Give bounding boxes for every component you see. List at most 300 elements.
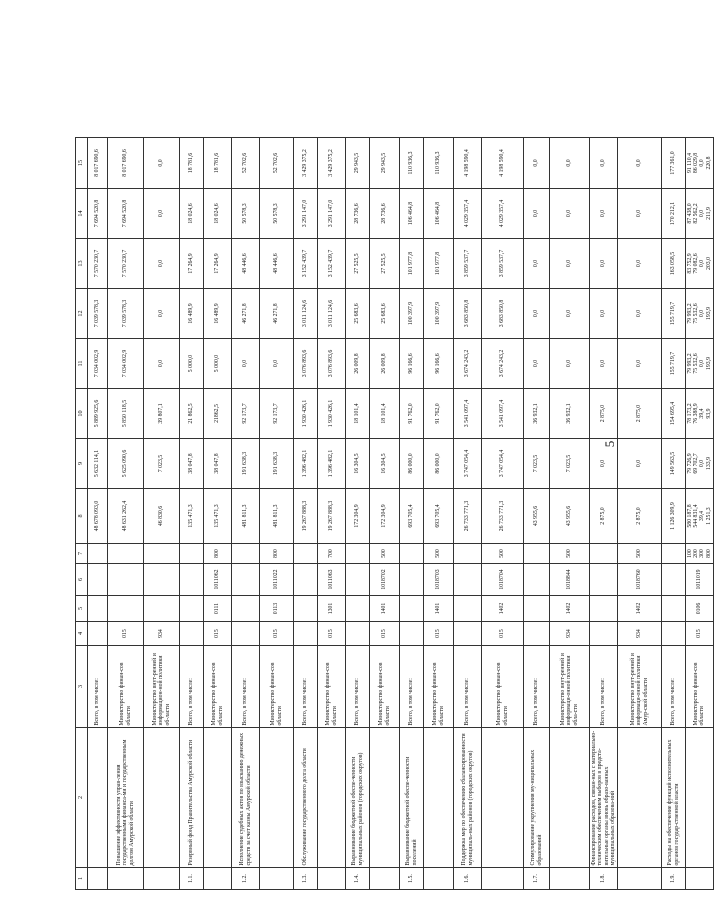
- table-cell-c3: Всего, в том числе:: [662, 646, 686, 728]
- table-cell-c7: [180, 544, 204, 564]
- table-cell-c4: 934: [550, 622, 590, 646]
- table-cell-c15: 52 702,6: [260, 138, 294, 189]
- cell-line: 800: [705, 549, 712, 558]
- table-cell-c14: 0,0: [618, 189, 662, 239]
- table-cell-c6: 1018704: [482, 564, 524, 596]
- table-row: [346, 138, 370, 890]
- table-cell-c8: [686, 489, 714, 544]
- table-cell-c14: 170 212,1: [662, 189, 686, 239]
- table-cell-c2: [618, 728, 662, 868]
- table-cell-c8: 43 955,6: [524, 489, 550, 544]
- table-cell-c12: 100 397,9: [424, 289, 454, 339]
- table-cell-c3: Министерство финан-сов области: [424, 646, 454, 728]
- table-cell-c8: 693 705,4: [400, 489, 424, 544]
- table-cell-c5: 1402: [482, 596, 524, 622]
- table-cell-c2: Обслуживание государственного долга области: [294, 728, 318, 868]
- cell-line: 83 752,9: [686, 253, 693, 274]
- cell-line: 544 831,4: [692, 504, 699, 528]
- table-cell-c10: 39 807,1: [144, 389, 180, 439]
- cell-line: 79 993,2: [686, 353, 693, 374]
- table-cell-c2: Выравнивание бюджетной обеспе-ченности поселений: [400, 728, 424, 868]
- table-cell-c10: 36 932,1: [550, 389, 590, 439]
- column-number-cell: 14: [76, 189, 88, 239]
- table-cell-c8: 135 471,3: [180, 489, 204, 544]
- table-cell-c7: [232, 544, 260, 564]
- table-cell-c9: 86 000,0: [424, 439, 454, 489]
- table-cell-c10: 1 930 426,1: [294, 389, 318, 439]
- table-cell-c6: [108, 564, 144, 596]
- table-cell-c7: 500: [618, 544, 662, 564]
- table-cell-c4: [180, 622, 204, 646]
- column-number-cell: 8: [76, 489, 88, 544]
- table-cell-c10: 21862,5: [204, 389, 232, 439]
- cell-line: 220,8: [705, 156, 712, 170]
- table-cell-c9: 7 023,5: [144, 439, 180, 489]
- cell-line: 79 082,6: [692, 253, 699, 274]
- table-cell-c15: 110 936,3: [400, 138, 424, 189]
- table-cell-c12: 0,0: [144, 289, 180, 339]
- column-number-cell: 7: [76, 544, 88, 564]
- table-cell-c6: [144, 564, 180, 596]
- cell-line: 0,0: [699, 309, 706, 318]
- table-cell-c1: [318, 868, 346, 890]
- table-cell-c12: 25 683,6: [370, 289, 400, 339]
- table-cell-c7: 500: [550, 544, 590, 564]
- table-cell-c8: 135 471,3: [204, 489, 232, 544]
- table-cell-c13: 0,0: [550, 239, 590, 289]
- table-cell-c4: [294, 622, 318, 646]
- table-cell-c11: 0,0: [144, 339, 180, 389]
- table-cell-c2: [88, 728, 108, 868]
- table-cell-c11: 0,0: [260, 339, 294, 389]
- table-cell-c6: [662, 564, 686, 596]
- table-cell-c8: 48 678 093,0: [88, 489, 108, 544]
- table-cell-c6: [400, 564, 424, 596]
- table-cell-c10: 92 173,7: [232, 389, 260, 439]
- table-cell-c3: Всего, в том числе:: [524, 646, 550, 728]
- table-cell-c7: [108, 544, 144, 564]
- table-row: [524, 138, 550, 890]
- table-cell-c5: [662, 596, 686, 622]
- table-cell-c1: 1.3.: [294, 868, 318, 890]
- cell-line: 203,0: [705, 256, 712, 271]
- table-cell-c10: 91 762,0: [400, 389, 424, 439]
- table-cell-c2: [204, 728, 232, 868]
- table-cell-c9: 5 625 090,6: [108, 439, 144, 489]
- table-cell-c8: 48 631 262,4: [108, 489, 144, 544]
- table-cell-c5: [346, 596, 370, 622]
- table-cell-c9: 16 304,5: [370, 439, 400, 489]
- table-cell-c8: 172 304,9: [370, 489, 400, 544]
- table-cell-c5: [180, 596, 204, 622]
- table-cell-c9: 3 747 054,4: [482, 439, 524, 489]
- table-row: [590, 138, 618, 890]
- table-cell-c4: [346, 622, 370, 646]
- table-cell-c14: 0,0: [590, 189, 618, 239]
- table-cell-c13: 101 977,8: [424, 239, 454, 289]
- table-cell-c6: 1018703: [424, 564, 454, 596]
- cell-line: 91 110,4: [686, 152, 693, 174]
- table-cell-c12: 3 683 850,8: [454, 289, 482, 339]
- cell-line: 193,9: [705, 356, 712, 371]
- budget-table: [75, 137, 714, 890]
- table-cell-c8: 1 126 309,9: [662, 489, 686, 544]
- table-cell-c15: 52 702,6: [232, 138, 260, 189]
- table-cell-c13: 17 264,9: [204, 239, 232, 289]
- table-cell-c15: 4 198 590,4: [454, 138, 482, 189]
- table-cell-c14: 4 029 357,4: [454, 189, 482, 239]
- table-cell-c15: 0,0: [618, 138, 662, 189]
- cell-line: 0,0: [699, 209, 706, 218]
- table-cell-c11: 155 719,7: [662, 339, 686, 389]
- table-cell-c12: 0,0: [590, 289, 618, 339]
- cell-line: 87 438,0: [686, 203, 693, 224]
- table-cell-c4: [662, 622, 686, 646]
- table-cell-c11: 0,0: [232, 339, 260, 389]
- table-row: [108, 138, 144, 890]
- table-cell-c3: Всего, в том числе:: [346, 646, 370, 728]
- table-cell-c5: 1401: [424, 596, 454, 622]
- table-cell-c12: 3 011 124,6: [294, 289, 318, 339]
- table-cell-c15: 29 943,5: [370, 138, 400, 189]
- table-cell-c1: 1.4.: [346, 868, 370, 890]
- table-cell-c2: [260, 728, 294, 868]
- table-cell-c5: 0106: [686, 596, 714, 622]
- table-cell-c13: 7 570 230,7: [88, 239, 108, 289]
- table-cell-c8: 19 267 888,3: [294, 489, 318, 544]
- table-cell-c15: 0,0: [144, 138, 180, 189]
- table-cell-c6: 1011022: [260, 564, 294, 596]
- table-cell-c4: 015: [204, 622, 232, 646]
- cell-line: 82 562,2: [692, 203, 699, 224]
- table-cell-c4: 015: [424, 622, 454, 646]
- table-row: [204, 138, 232, 890]
- column-number-row: [76, 138, 88, 890]
- column-number-cell: 1: [76, 868, 88, 890]
- table-cell-c5: [294, 596, 318, 622]
- table-cell-c15: 3 429 375,2: [294, 138, 318, 189]
- table-cell-c5: 1402: [618, 596, 662, 622]
- table-cell-c13: 3 859 537,7: [482, 239, 524, 289]
- table-cell-c14: 0,0: [144, 189, 180, 239]
- table-cell-c2: Резервный фонд Правительства Амурской области: [180, 728, 204, 868]
- table-cell-c14: 28 736,6: [346, 189, 370, 239]
- table-cell-c1: [144, 868, 180, 890]
- table-cell-c11: 3 076 893,6: [318, 339, 346, 389]
- table-cell-c8: 46 830,6: [144, 489, 180, 544]
- table-cell-c2: [318, 728, 346, 868]
- table-cell-c4: [400, 622, 424, 646]
- cell-line: 78 173,2: [686, 403, 693, 424]
- table-cell-c1: [618, 868, 662, 890]
- table-cell-c14: 18 024,6: [204, 189, 232, 239]
- table-cell-c6: [88, 564, 108, 596]
- table-cell-c7: [662, 544, 686, 564]
- table-cell-c5: [400, 596, 424, 622]
- cell-line: 93,9: [705, 408, 712, 419]
- table-cell-c10: 36 932,1: [524, 389, 550, 439]
- table-cell-c11: 96 166,6: [424, 339, 454, 389]
- table-cell-c15: 8 017 690,6: [88, 138, 108, 189]
- table-cell-c9: 3 747 054,4: [454, 439, 482, 489]
- table-cell-c1: 1.5.: [400, 868, 424, 890]
- cell-line: 79 993,2: [686, 303, 693, 324]
- table-cell-c12: 7 039 578,3: [108, 289, 144, 339]
- table-cell-c8: 26 733 771,3: [454, 489, 482, 544]
- table-cell-c8: 481 811,3: [260, 489, 294, 544]
- table-cell-c1: [260, 868, 294, 890]
- table-cell-c1: 1.6.: [454, 868, 482, 890]
- table-cell-c10: [686, 389, 714, 439]
- table-cell-c3: Всего, в том числе:: [590, 646, 618, 728]
- column-number-cell: 4: [76, 622, 88, 646]
- table-cell-c7: [144, 544, 180, 564]
- table-cell-c11: 96 166,6: [400, 339, 424, 389]
- table-cell-c8: 481 811,3: [232, 489, 260, 544]
- table-row: [662, 138, 686, 890]
- table-cell-c6: [294, 564, 318, 596]
- table-cell-c2: [482, 728, 524, 868]
- table-cell-c1: 1.9.: [662, 868, 686, 890]
- column-number-cell: 10: [76, 389, 88, 439]
- table-cell-c10: 2 875,0: [590, 389, 618, 439]
- table-cell-c15: 29 943,5: [346, 138, 370, 189]
- table-cell-c9: 191 638,3: [232, 439, 260, 489]
- table-cell-c1: [370, 868, 400, 890]
- table-cell-c11: 5 000,0: [204, 339, 232, 389]
- column-number-cell: 6: [76, 564, 88, 596]
- table-cell-c12: 46 271,8: [260, 289, 294, 339]
- table-cell-c13: 0,0: [590, 239, 618, 289]
- table-row: [424, 138, 454, 890]
- cell-line: 211,9: [705, 207, 712, 220]
- table-cell-c7: [686, 544, 714, 564]
- table-cell-c14: 28 736,6: [370, 189, 400, 239]
- table-cell-c13: [686, 239, 714, 289]
- table-cell-c11: 5 000,0: [180, 339, 204, 389]
- table-cell-c12: 16 489,9: [180, 289, 204, 339]
- table-cell-c9: 7 023,5: [524, 439, 550, 489]
- table-cell-c6: [454, 564, 482, 596]
- table-cell-c5: 1301: [318, 596, 346, 622]
- table-cell-c3: Министерство финан-сов области: [204, 646, 232, 728]
- table-row: [482, 138, 524, 890]
- table-cell-c6: 1018702: [370, 564, 400, 596]
- table-cell-c13: 101 977,8: [400, 239, 424, 289]
- column-number-cell: 12: [76, 289, 88, 339]
- table-cell-c11: 0,0: [550, 339, 590, 389]
- table-row: [180, 138, 204, 890]
- table-cell-c14: 50 578,3: [232, 189, 260, 239]
- table-row: [294, 138, 318, 890]
- table-cell-c3: Всего, в том числе:: [454, 646, 482, 728]
- table-cell-c15: 0,0: [550, 138, 590, 189]
- table-cell-c11: 3 076 893,6: [294, 339, 318, 389]
- table-cell-c3: Всего, в том числе:: [294, 646, 318, 728]
- table-cell-c3: Министерство финан-сов области: [318, 646, 346, 728]
- table-cell-c7: [294, 544, 318, 564]
- table-cell-c9: 16 304,5: [346, 439, 370, 489]
- table-row: [144, 138, 180, 890]
- column-number-cell: 11: [76, 339, 88, 389]
- cell-line: 1 251,3: [705, 507, 712, 525]
- table-cell-c4: [454, 622, 482, 646]
- table-cell-c14: [686, 189, 714, 239]
- table-cell-c13: 3 859 537,7: [454, 239, 482, 289]
- table-cell-c12: 100 397,9: [400, 289, 424, 339]
- table-cell-c6: [524, 564, 550, 596]
- table-cell-c14: 3 291 147,0: [318, 189, 346, 239]
- table-cell-c1: [550, 868, 590, 890]
- table-cell-c2: [686, 728, 714, 868]
- table-row: [454, 138, 482, 890]
- table-cell-c13: 0,0: [618, 239, 662, 289]
- column-number-cell: 9: [76, 439, 88, 489]
- table-row: [686, 138, 714, 890]
- table-cell-c2: [424, 728, 454, 868]
- table-cell-c9: 191 638,3: [260, 439, 294, 489]
- table-cell-c15: 0,0: [524, 138, 550, 189]
- table-cell-c8: 2 875,0: [590, 489, 618, 544]
- table-cell-c9: [686, 439, 714, 489]
- table-cell-c3: Всего, в том числе:: [88, 646, 108, 728]
- table-cell-c3: Министерство финан-сов области: [260, 646, 294, 728]
- table-cell-c14: 4 029 357,4: [482, 189, 524, 239]
- column-number-cell: 2: [76, 728, 88, 868]
- table-cell-c7: [400, 544, 424, 564]
- table-cell-c7: 700: [318, 544, 346, 564]
- table-cell-c3: Министерство финан-сов области: [370, 646, 400, 728]
- table-cell-c6: [590, 564, 618, 596]
- table-cell-c1: [88, 868, 108, 890]
- table-cell-c9: 7 023,5: [550, 439, 590, 489]
- table-cell-c2: [370, 728, 400, 868]
- table-cell-c12: 16 489,9: [204, 289, 232, 339]
- table-cell-c10: 3 541 097,4: [454, 389, 482, 439]
- table-cell-c15: 110 936,3: [424, 138, 454, 189]
- table-cell-c15: 18 781,6: [180, 138, 204, 189]
- table-cell-c15: 177 361,0: [662, 138, 686, 189]
- table-cell-c14: 0,0: [524, 189, 550, 239]
- table-cell-c10: 3 541 097,4: [482, 389, 524, 439]
- table-cell-c10: 2 875,0: [618, 389, 662, 439]
- table-cell-c12: 155 719,7: [662, 289, 686, 339]
- table-row: [232, 138, 260, 890]
- table-cell-c4: 934: [618, 622, 662, 646]
- table-cell-c12: 3 011 124,6: [318, 289, 346, 339]
- table-cell-c11: 7 034 002,9: [108, 339, 144, 389]
- table-cell-c4: [88, 622, 108, 646]
- table-cell-c5: 0111: [204, 596, 232, 622]
- table-cell-c9: 149 563,5: [662, 439, 686, 489]
- table-cell-c10: 18 101,4: [346, 389, 370, 439]
- table-cell-c15: 0,0: [590, 138, 618, 189]
- table-cell-c12: 25 683,6: [346, 289, 370, 339]
- table-cell-c4: [524, 622, 550, 646]
- table-cell-c7: 800: [260, 544, 294, 564]
- table-cell-c7: 500: [424, 544, 454, 564]
- table-cell-c6: 1011062: [204, 564, 232, 596]
- table-cell-c1: 1.2.: [232, 868, 260, 890]
- cell-line: 69 702,7: [692, 453, 699, 474]
- table-cell-c3: Министерство финан-сов области: [686, 646, 714, 728]
- cell-line: 0,0: [699, 459, 706, 468]
- table-cell-c15: 4 198 590,4: [482, 138, 524, 189]
- table-cell-c3: Всего, в том числе:: [232, 646, 260, 728]
- table-cell-c11: 3 674 243,2: [454, 339, 482, 389]
- cell-line: 86 029,8: [692, 152, 699, 174]
- table-cell-c6: 1011063: [318, 564, 346, 596]
- table-cell-c10: 21 862,5: [180, 389, 204, 439]
- cell-line: 133,9: [705, 456, 712, 471]
- table-cell-c7: 800: [204, 544, 232, 564]
- table-cell-c3: Министерство внут-ренней и информацион-ной политики об-ласти: [144, 646, 180, 728]
- table-cell-c4: 015: [260, 622, 294, 646]
- table-cell-c3: Всего, в том числе:: [180, 646, 204, 728]
- table-cell-c14: 0,0: [550, 189, 590, 239]
- table-cell-c10: 5 850 118,5: [108, 389, 144, 439]
- table-cell-c8: 26 733 771,3: [482, 489, 524, 544]
- table-cell-c6: 1011019: [686, 564, 714, 596]
- table-cell-c7: 500: [370, 544, 400, 564]
- cell-line: 100: [686, 549, 693, 558]
- cell-line: 300: [699, 549, 706, 558]
- table-cell-c9: 86 000,0: [400, 439, 424, 489]
- cell-line: 0,0: [699, 159, 706, 167]
- column-number-cell: 5: [76, 596, 88, 622]
- table-cell-c1: [482, 868, 524, 890]
- table-cell-c10: 5 889 925,6: [88, 389, 108, 439]
- table-cell-c13: 48 446,6: [232, 239, 260, 289]
- cell-line: 0,0: [699, 359, 706, 368]
- table-cell-c2: Исполнение судебных актов по взысканию денежных средств за счет казны Амурской области: [232, 728, 260, 868]
- table-cell-c12: 0,0: [618, 289, 662, 339]
- table-cell-c13: 163 058,5: [662, 239, 686, 289]
- cell-line: 39,4: [699, 510, 706, 522]
- table-cell-c11: 0,0: [618, 339, 662, 389]
- table-cell-c4: 015: [108, 622, 144, 646]
- table-cell-c9: 1 396 482,1: [318, 439, 346, 489]
- table-cell-c13: 3 152 439,7: [318, 239, 346, 289]
- table-cell-c2: Выравнивание бюджетной обеспе-ченности муниципальных районов (городских округов): [346, 728, 370, 868]
- table-cell-c10: 91 762,0: [424, 389, 454, 439]
- table-cell-c1: [108, 868, 144, 890]
- column-number-cell: 13: [76, 239, 88, 289]
- table-cell-c13: 0,0: [524, 239, 550, 289]
- table-cell-c12: 46 271,8: [232, 289, 260, 339]
- table-cell-c9: 38 047,8: [204, 439, 232, 489]
- table-cell-c5: [232, 596, 260, 622]
- table-cell-c3: Министерство внут-ренней и информаци-онной политики Амур-ской области: [618, 646, 662, 728]
- table-cell-c9: 5 632 114,1: [88, 439, 108, 489]
- table-cell-c8: 2 875,0: [618, 489, 662, 544]
- cell-line: 76 388,9: [692, 403, 699, 424]
- table-cell-c2: Стимулирование укрупнения му-ниципальных образований: [524, 728, 550, 868]
- table-cell-c9: 1 396 482,1: [294, 439, 318, 489]
- table-cell-c5: [144, 596, 180, 622]
- table-cell-c7: 500: [482, 544, 524, 564]
- table-cell-c5: [108, 596, 144, 622]
- table-cell-c5: 0113: [260, 596, 294, 622]
- table-cell-c13: 7 570 230,7: [108, 239, 144, 289]
- table-cell-c15: [686, 138, 714, 189]
- table-cell-c5: [524, 596, 550, 622]
- table-cell-c8: 43 955,6: [550, 489, 590, 544]
- table-cell-c13: 17 264,9: [180, 239, 204, 289]
- table-cell-c10: 1 930 426,1: [318, 389, 346, 439]
- table-cell-c4: 015: [482, 622, 524, 646]
- table-cell-c12: 0,0: [524, 289, 550, 339]
